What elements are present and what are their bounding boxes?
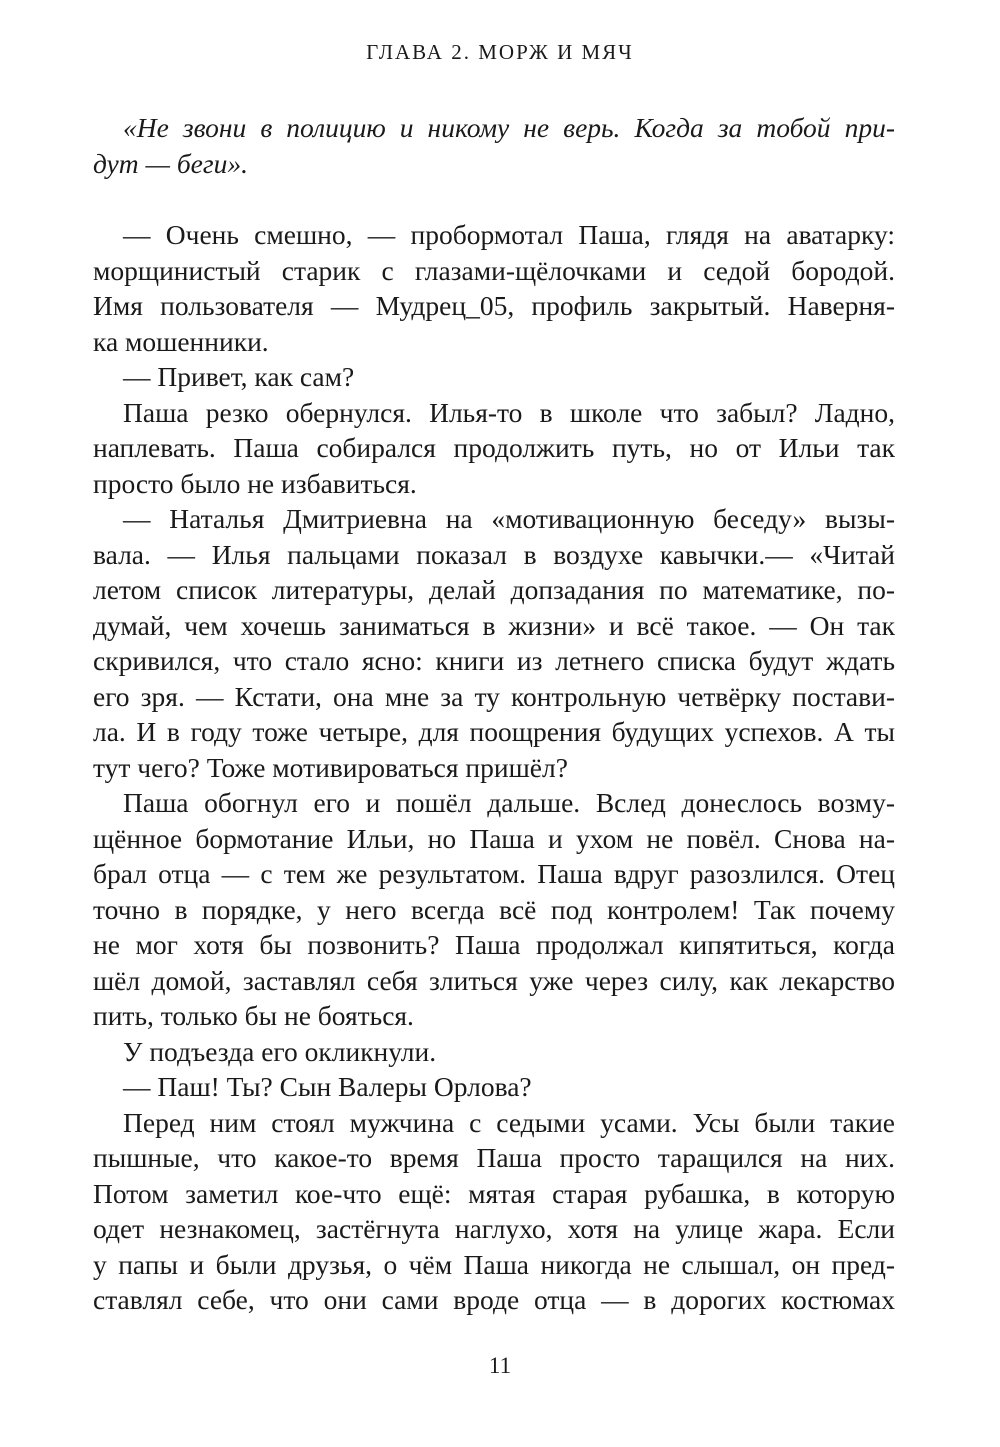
running-header: ГЛАВА 2. МОРЖ И МЯЧ: [366, 40, 634, 64]
paragraph-line: брал отца — с тем же результатом. Паша вдруг разозлился. Отец: [93, 858, 895, 889]
paragraph-line: ла. И в году тоже четыре, для поощрения будущих успехов. А ты: [93, 716, 895, 747]
paragraph: [93, 359, 895, 395]
paragraph-line: ставлял себе, что они сами вроде отца — в дорогих костюмах: [93, 1284, 895, 1315]
paragraph-line: Потом заметил кое-что ещё: мятая старая рубашка, в которую: [93, 1177, 895, 1209]
paragraph-line: — Паш! Ты? Сын Валеры Орлова?: [123, 1071, 532, 1102]
paragraph: [93, 501, 895, 785]
epigraph: [93, 110, 895, 181]
paragraph-line: пышные, что какое-то время Паша просто таращился на них.: [93, 1142, 895, 1173]
paragraph-line: его зря. — Кстати, она мне за ту контрольную четвёрку постави-: [93, 680, 895, 712]
paragraph-line: У подъезда его окликнули.: [123, 1035, 437, 1067]
paragraphs: [93, 217, 895, 1318]
paragraph-line: тут чего? Тоже мотивироваться пришёл?: [93, 751, 568, 783]
paragraph-line: наплевать. Паша собирался продолжить путь, но от Ильи так: [93, 432, 895, 463]
page-body: [93, 110, 895, 1318]
paragraph: [93, 395, 895, 502]
epigraph-line: дут — беги».: [93, 147, 248, 179]
paragraph: [93, 1034, 895, 1070]
paragraph-line: летом список литературы, делай допзадания по математике, по-: [93, 574, 895, 605]
paragraph: [93, 785, 895, 1034]
section-gap: [93, 181, 895, 217]
epigraph-line: «Не звони в полицию и никому не верь. Когда за тобой при-: [123, 112, 895, 143]
paragraph-line: ка мошенники.: [93, 325, 269, 357]
paragraph-line: Перед ним стоял мужчина с седыми усами. Усы были такие: [123, 1106, 895, 1138]
paragraph-line: Паша обогнул его и пошёл дальше. Вслед донеслось возму-: [123, 787, 895, 818]
paragraph-line: пить, только бы не бояться.: [93, 1000, 414, 1031]
paragraph-line: просто было не избавиться.: [93, 467, 417, 499]
paragraph-line: морщинистый старик с глазами-щёлочками и седой бородой.: [93, 254, 895, 286]
paragraph: [93, 1105, 895, 1318]
paragraph-line: скривился, что стало ясно: книги из летнего списка будут ждать: [93, 645, 895, 676]
page-number: 11: [488, 1353, 512, 1378]
paragraph-line: Паша резко обернулся. Илья-то в школе что забыл? Ладно,: [123, 396, 895, 428]
paragraph-line: Имя пользователя — Мудрец_05, профиль закрытый. Наверня-: [93, 290, 895, 321]
paragraph-line: — Очень смешно, — пробормотал Паша, глядя на аватарку:: [123, 219, 895, 250]
paragraph: [93, 217, 895, 359]
paragraph-line: точно в порядке, у него всегда всё под контролем! Так почему: [93, 893, 895, 925]
paragraph-line: — Наталья Дмитриевна на «мотивационную беседу» вызы-: [123, 503, 895, 534]
paragraph-line: вала. — Илья пальцами показал в воздухе кавычки.— «Читай: [93, 538, 895, 570]
paragraph-line: шёл домой, заставлял себя злиться уже через силу, как лекарство: [93, 964, 895, 996]
paragraph-line: — Привет, как сам?: [123, 361, 355, 392]
paragraph: [93, 1069, 895, 1105]
paragraph-line: думай, чем хочешь заниматься в жизни» и всё такое. — Он так: [93, 609, 895, 641]
paragraph-line: одет незнакомец, застёгнута наглухо, хотя на улице жара. Если: [93, 1213, 895, 1244]
paragraph-line: у папы и были друзья, о чём Паша никогда не слышал, он пред-: [93, 1248, 895, 1280]
paragraph-line: щённое бормотание Ильи, но Паша и ухом не повёл. Снова на-: [93, 822, 895, 854]
paragraph-line: не мог хотя бы позвонить? Паша продолжал кипятиться, когда: [93, 929, 895, 960]
